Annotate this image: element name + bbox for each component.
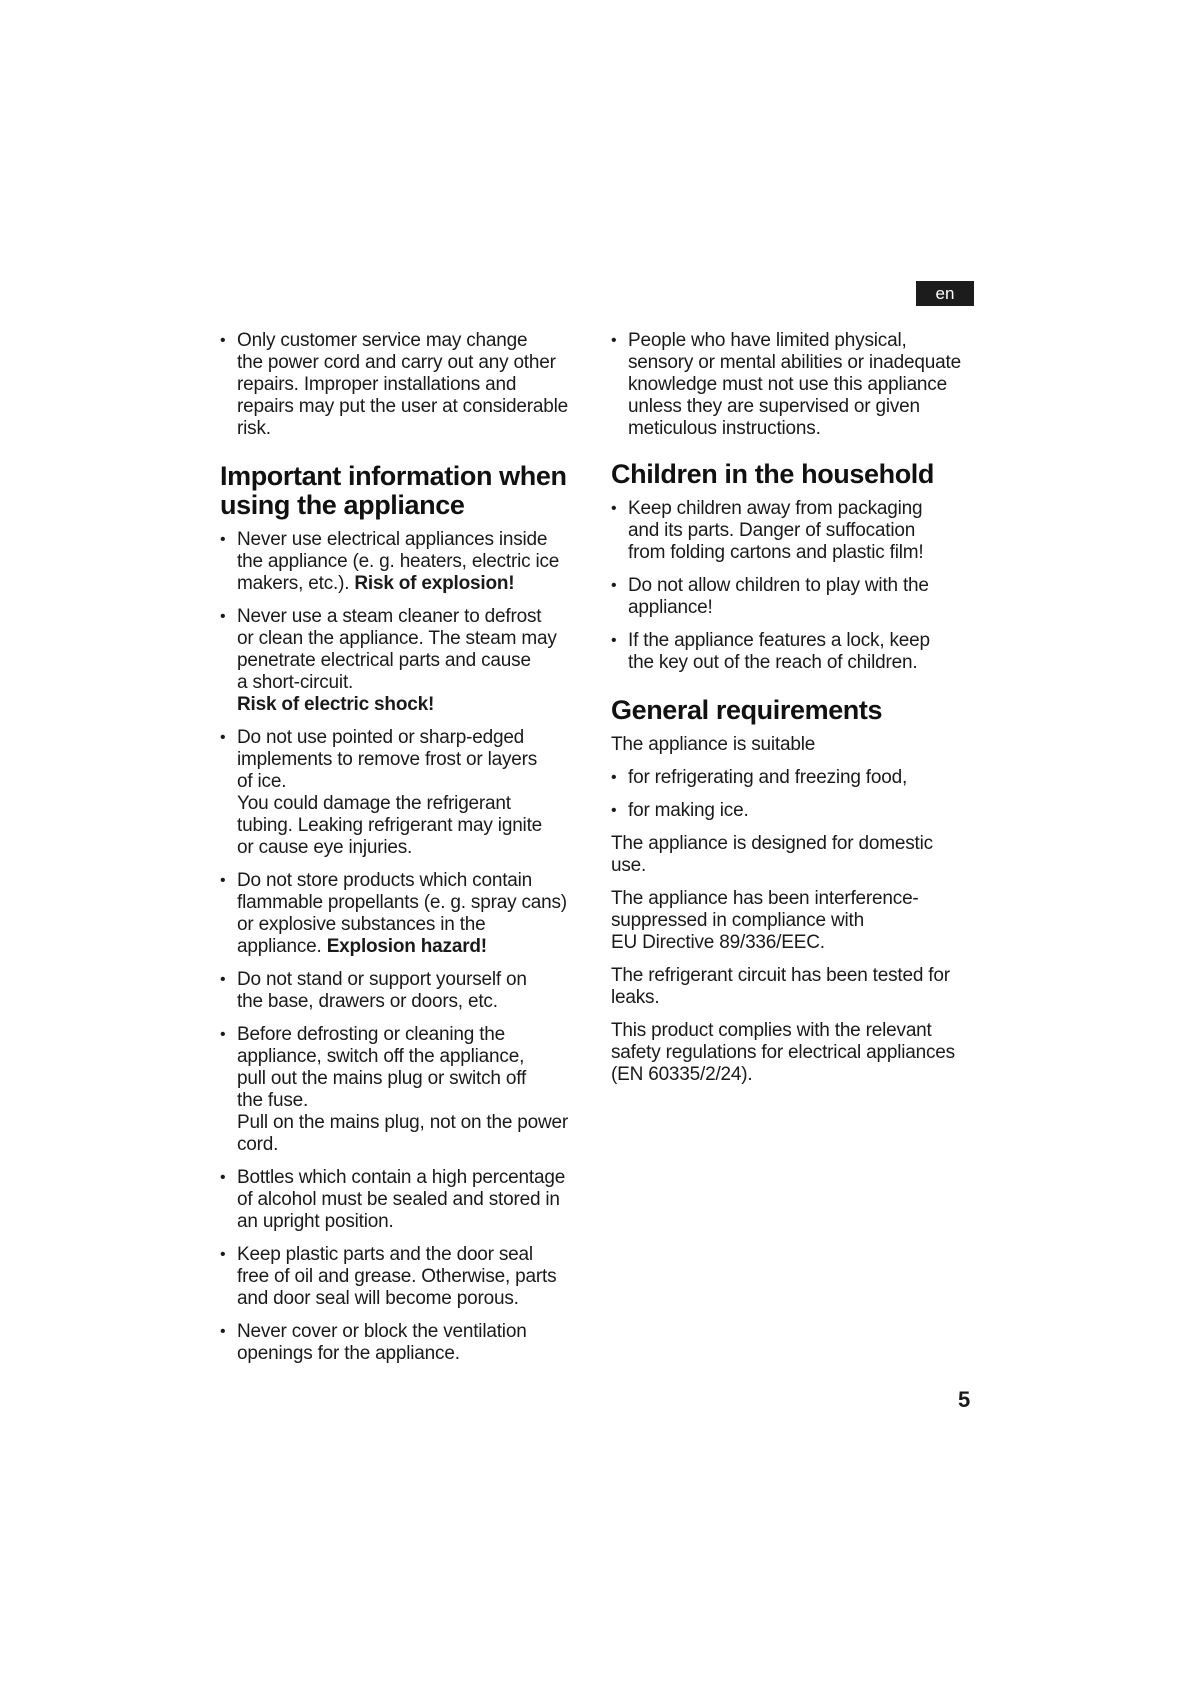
list-item: • People who have limited physical, sensory or mental abilities or inadequate knowledge must not use this appliance unless they are supervised or given meticulous instructions. [611,330,986,440]
paragraph: The appliance is suitable [611,734,816,755]
list-item: • Do not use pointed or sharp-edged implements to remove frost or layers of ice. You could damage the refrigerant tubing. Leaking refrigerant may ignite or cause eye injuries. [220,727,595,859]
section-heading-children: Children in the household [611,459,934,489]
section-heading-general: General requirements [611,695,883,725]
list-item: • Do not allow children to play with the appliance! [611,575,986,619]
page-number: 5 [958,1387,971,1412]
warning-text: Risk of explosion! [354,573,515,594]
left-column [220,330,595,1376]
language-tag: en [916,281,974,306]
list-item: • Do not store products which contain flammable propellants (e. g. spray cans) or explosive substances in the appliance. Explosion hazard! [220,870,595,958]
list-item: • Never use a steam cleaner to defrost or clean the appliance. The steam may penetrate electrical parts and cause a short-circuit. Risk of electric shock! [220,606,595,716]
children-list [611,498,986,674]
paragraph: The appliance has been interference- suppressed in compliance with EU Directive 89/336/EEC. [611,888,919,953]
list-item: • for making ice. [611,800,986,822]
right-column [611,330,986,1097]
list-item: • for refrigerating and freezing food, [611,767,986,789]
paragraph: This product complies with the relevant safety regulations for electrical appliances (EN 60335/2/24). [611,1020,955,1085]
warning-text: Explosion hazard! [326,936,487,957]
suitability-list [611,767,986,822]
intro-list [611,330,986,440]
list-item: • Keep plastic parts and the door seal free of oil and grease. Otherwise, parts and door seal will become porous. [220,1244,595,1310]
list-item: • Never use electrical appliances inside the appliance (e. g. heaters, electric ice makers, etc.). Risk of explosion! [220,529,595,595]
list-item: • Before defrosting or cleaning the appliance, switch off the appliance, pull out the mains plug or switch off the fuse. Pull on the mains plug, not on the power cord. [220,1024,595,1156]
warning-text: Risk of electric shock! [237,694,435,715]
intro-list [220,330,595,440]
safety-list [220,529,595,1365]
paragraph: The appliance is designed for domestic use. [611,833,933,876]
list-item: • Bottles which contain a high percentage of alcohol must be sealed and stored in an upright position. [220,1167,595,1233]
list-item: • Only customer service may change the power cord and carry out any other repairs. Improper installations and repairs may put the user at considerable risk. [220,330,595,440]
list-item: • Never cover or block the ventilation openings for the appliance. [220,1321,595,1365]
paragraph: The refrigerant circuit has been tested for leaks. [611,965,950,1008]
list-item: • Keep children away from packaging and its parts. Danger of suffocation from folding cartons and plastic film! [611,498,986,564]
section-heading-important-information: Important information when using the appliance [220,461,567,520]
list-item: • Do not stand or support yourself on the base, drawers or doors, etc. [220,969,595,1013]
list-item: • If the appliance features a lock, keep the key out of the reach of children. [611,630,986,674]
